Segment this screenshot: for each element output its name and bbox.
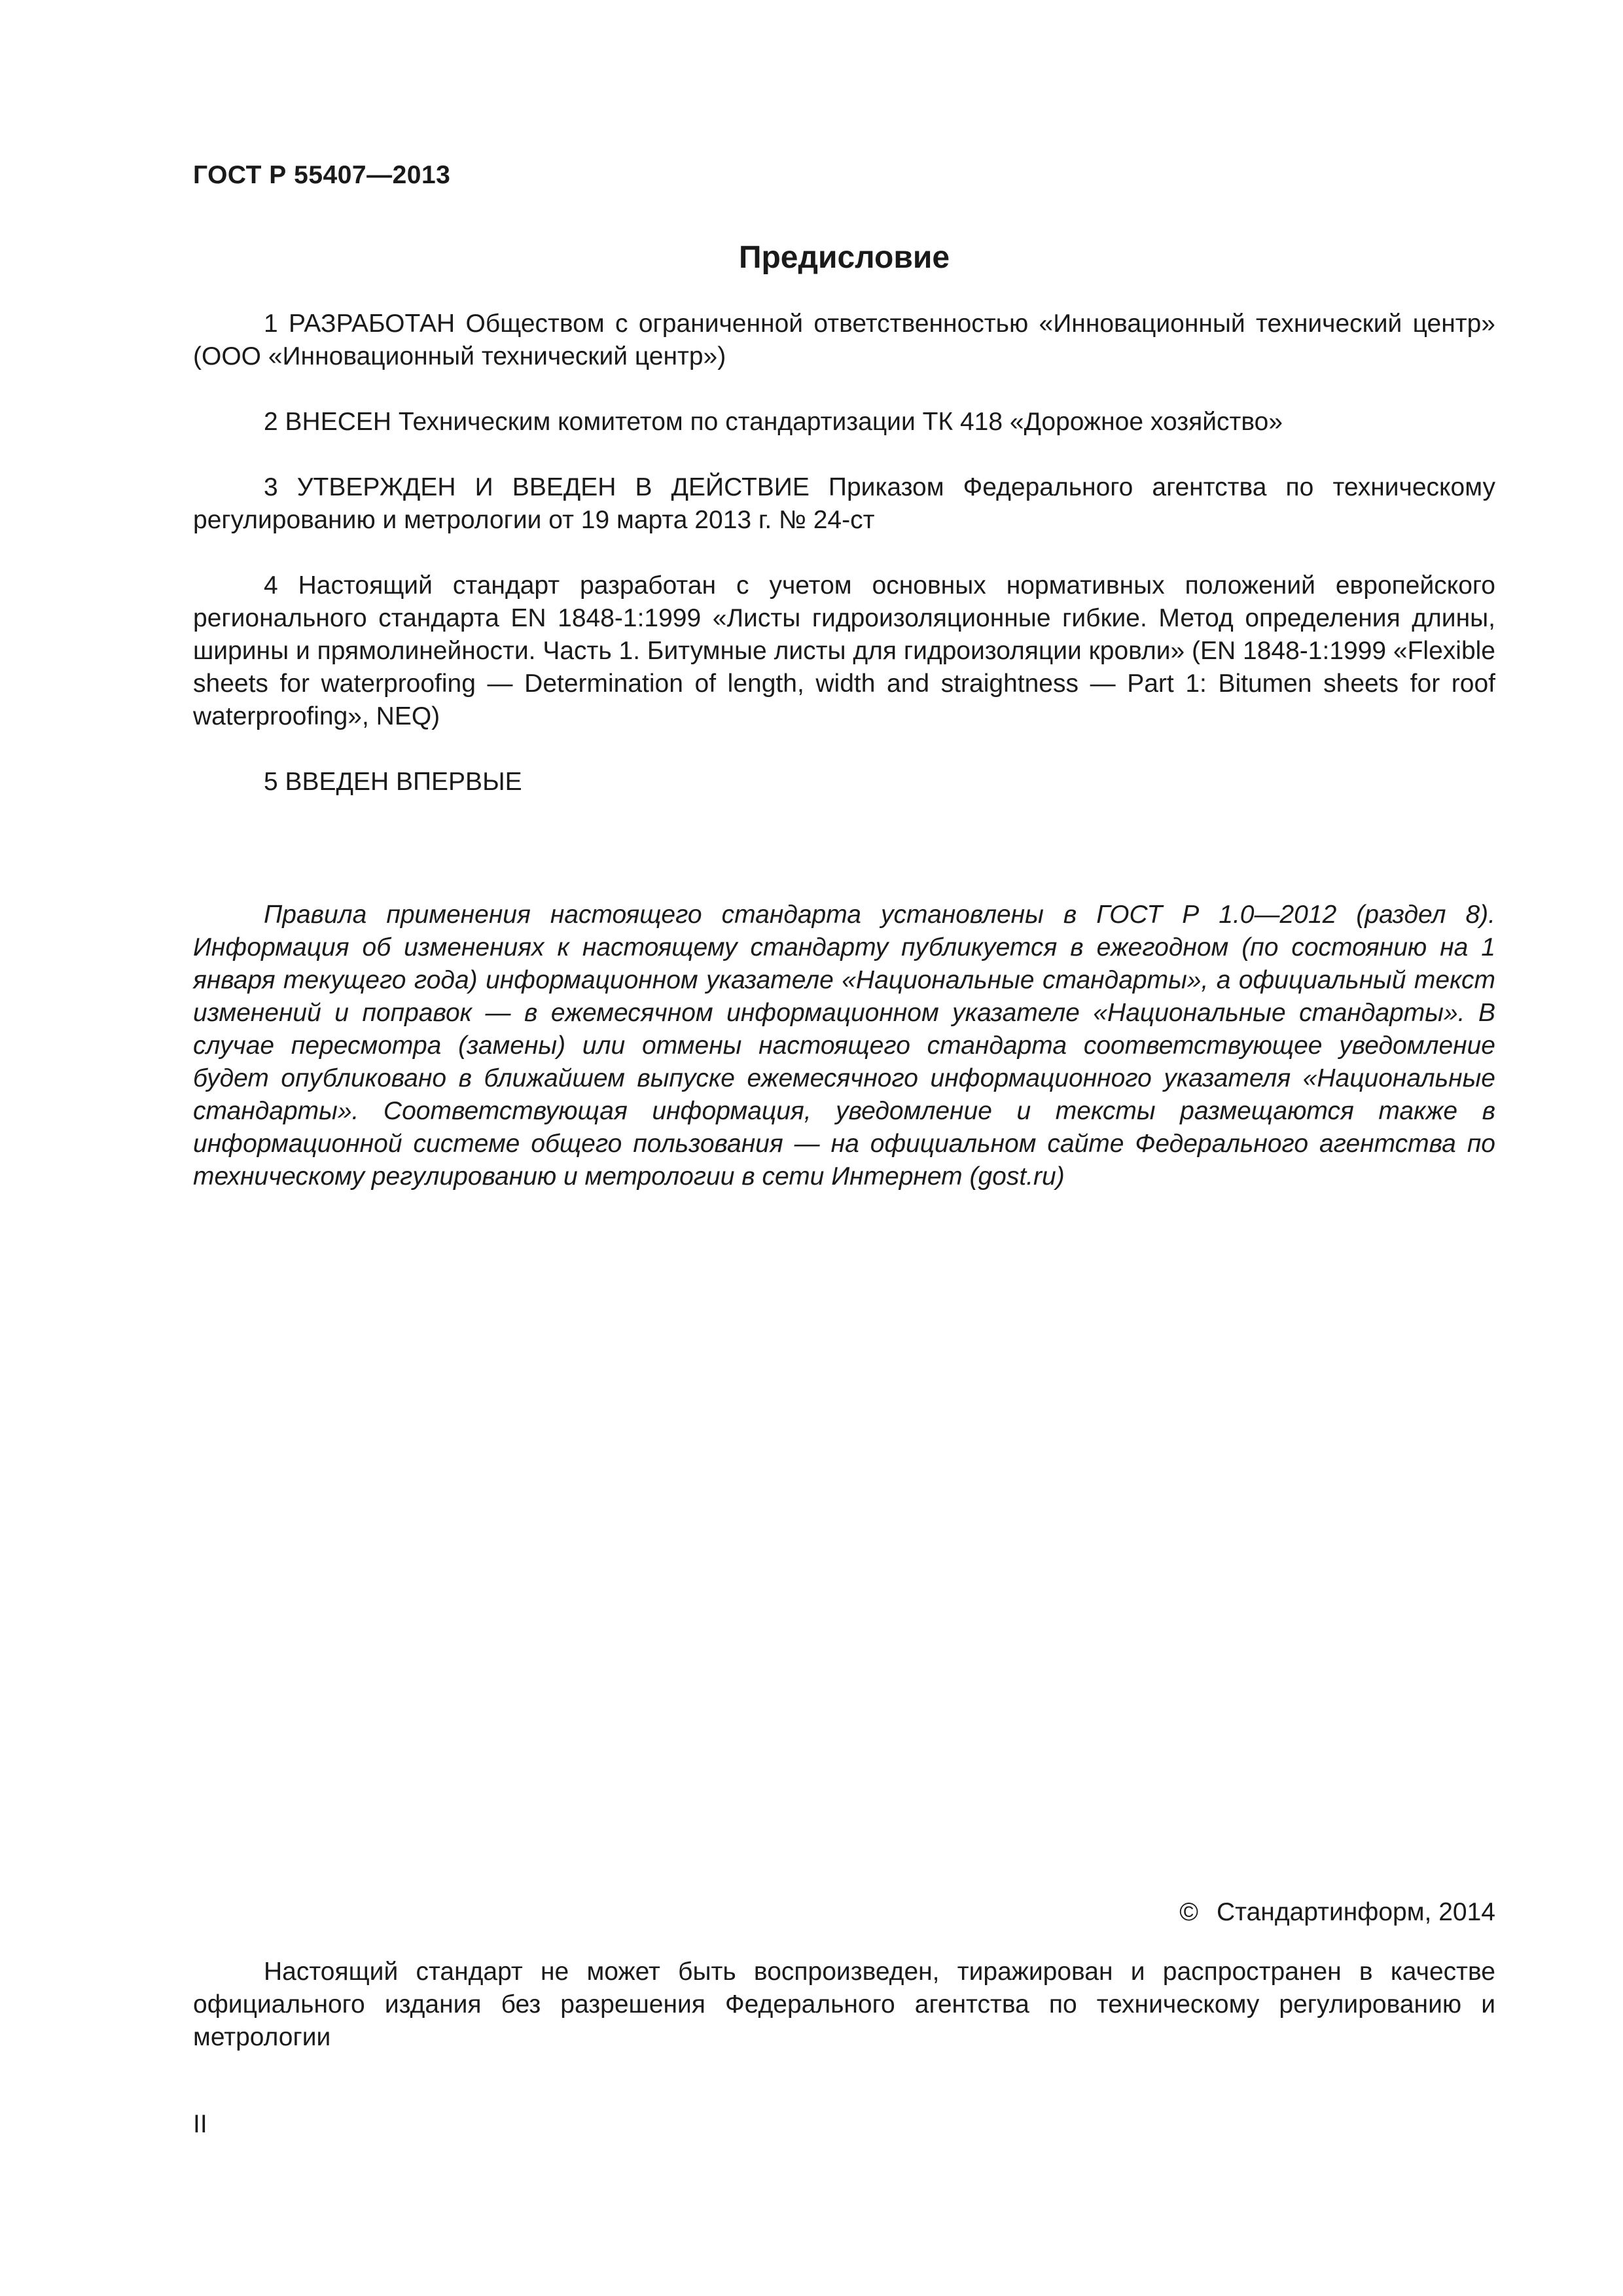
foreword-paragraph-1: 1 РАЗРАБОТАН Обществом с ограниченной ответственностью «Инновационный технический центр» (ООО «Инновационный технический центр») — [193, 310, 1495, 370]
reproduction-restriction-text: Настоящий стандарт не может быть воспроизведен, тиражирован и распространен в качестве официального издания без разрешения Федерального агентства по техническому регулированию и метрологии — [193, 1958, 1495, 2051]
foreword-paragraph-2: 2 ВНЕСЕН Техническим комитетом по стандартизации ТК 418 «Дорожное хозяйство» — [264, 408, 1283, 436]
foreword-body — [193, 308, 1495, 831]
page-number: II — [193, 2110, 207, 2138]
copyright-text: Стандартинформ, 2014 — [1217, 1898, 1495, 1926]
page-title: Предисловие — [738, 240, 950, 275]
document-code-header: ГОСТ Р 55407—2013 — [193, 161, 451, 189]
foreword-paragraph-4: 4 Настоящий стандарт разработан с учетом основных нормативных положений европейского регионального стандарта EN 1848-1:1999 «Листы гидроизоляционные гибкие. Метод определения длины, ширины и прямолинейности. Часть 1. Битумные листы для гидроизоляции кровли» (EN 1848-1:1999 «Flexible sheets for waterproofing — Determination of length, width and straightness — Part 1: Bitumen sheets for roof waterproofing», NEQ) — [193, 571, 1495, 730]
copyright-line — [1179, 1898, 1495, 1927]
foreword-paragraph-3: 3 УТВЕРЖДЕН И ВВЕДЕН В ДЕЙСТВИЕ Приказом Федерального агентства по техническому регулированию и метрологии от 19 марта 2013 г. № 24-ст — [193, 473, 1495, 534]
copyright-symbol: © — [1179, 1898, 1198, 1926]
application-rules-notice: Правила применения настоящего стандарта установлены в ГОСТ Р 1.0—2012 (раздел 8). Информация об изменениях к настоящему стандарту публикуется в ежегодном (по состоянию на 1 января текущего года) информационном указателе «Национальные стандарты», а официальный текст изменений и поправок — в ежемесячном информационном указателе «Национальные стандарты». В случае пересмотра (замены) или отмены настоящего стандарта соответствующее уведомление будет опубликовано в ближайшем выпуске ежемесячного информационного указателя «Национальные стандарты». Соответствующая информация, уведомление и тексты размещаются также в информационной системе общего пользования — на официальном сайте Федерального агентства по техническому регулированию и метрологии в сети Интернет (gost.ru) — [193, 901, 1495, 1191]
foreword-paragraph-5: 5 ВВЕДЕН ВПЕРВЫЕ — [264, 768, 522, 796]
